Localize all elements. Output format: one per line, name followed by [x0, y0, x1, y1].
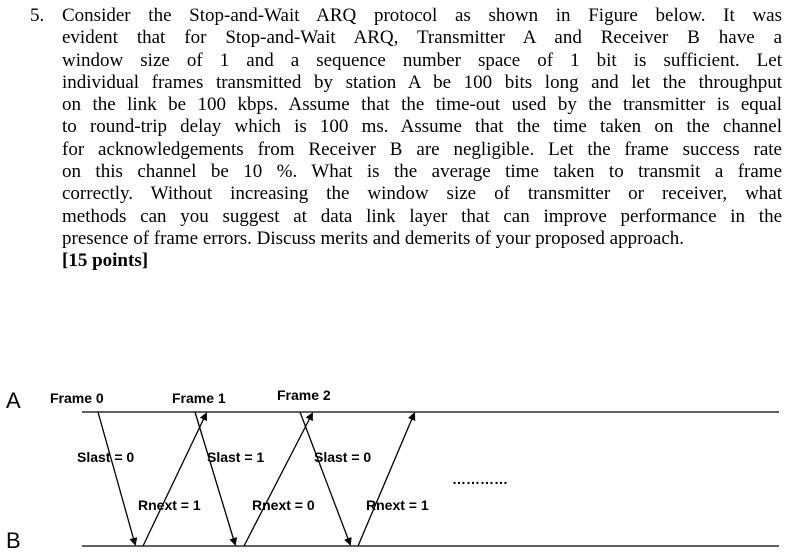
slast-0-label: Slast = 0 [77, 449, 135, 465]
question-number: 5. [30, 5, 45, 26]
question-line-8: on this channel be 10 %. What is the average time taken to transmit a frame [62, 161, 782, 183]
station-b-label: B [6, 528, 21, 553]
frame-1-arrow [195, 412, 235, 544]
question-line-2: evident that for Stop-and-Wait ARQ, Transmitter A and Receiver B have a [62, 27, 782, 49]
question-line-10: methods can you suggest at data link layer that can improve performance in the [62, 205, 782, 227]
rnext-1-label: Rnext = 0 [252, 497, 315, 513]
rnext-0-label: Rnext = 1 [138, 497, 201, 513]
stop-and-wait-diagram [0, 370, 787, 554]
frame-2-label: Frame 2 [277, 387, 331, 403]
question-line-3: window size of 1 and a sequence number space of 1 bit is sufficient. Let [62, 49, 782, 71]
question-line-5: on the link be 100 kbps. Assume that the time-out used by the transmitter is equal [62, 94, 782, 116]
question-line-6: to round-trip delay which is 100 ms. Assume that the time taken on the channel [62, 116, 782, 138]
points-label: [15 points] [62, 250, 149, 272]
question-text [62, 5, 782, 273]
frame-1-label: Frame 1 [172, 390, 226, 406]
frame-0-label: Frame 0 [50, 390, 104, 406]
question-line-9: correctly. Without increasing the window size of transmitter or receiver, what [62, 183, 782, 205]
slast-1-label: Slast = 1 [207, 449, 265, 465]
station-a-label: A [6, 388, 21, 413]
continuation-ellipsis: ………… [452, 471, 508, 487]
question-line-1: Consider the Stop-and-Wait ARQ protocol as shown in Figure below. It was [62, 5, 782, 26]
question-line-4: individual frames transmitted by station A be 100 bits long and let the throughput [62, 71, 782, 93]
question-line-7: for acknowledgements from Receiver B are negligible. Let the frame success rate [62, 138, 782, 160]
frame-2-arrow [300, 412, 350, 544]
frame-0-arrow [98, 412, 135, 544]
timing-diagram [0, 370, 787, 554]
slast-2-label: Slast = 0 [314, 449, 372, 465]
ack-2-arrow [358, 414, 414, 546]
question-line-11: presence of frame errors. Discuss merits and demerits of your proposed approach. [62, 227, 685, 249]
ack-1-arrow [244, 414, 312, 546]
rnext-2-label: Rnext = 1 [366, 497, 429, 513]
ack-0-arrow [143, 414, 206, 546]
